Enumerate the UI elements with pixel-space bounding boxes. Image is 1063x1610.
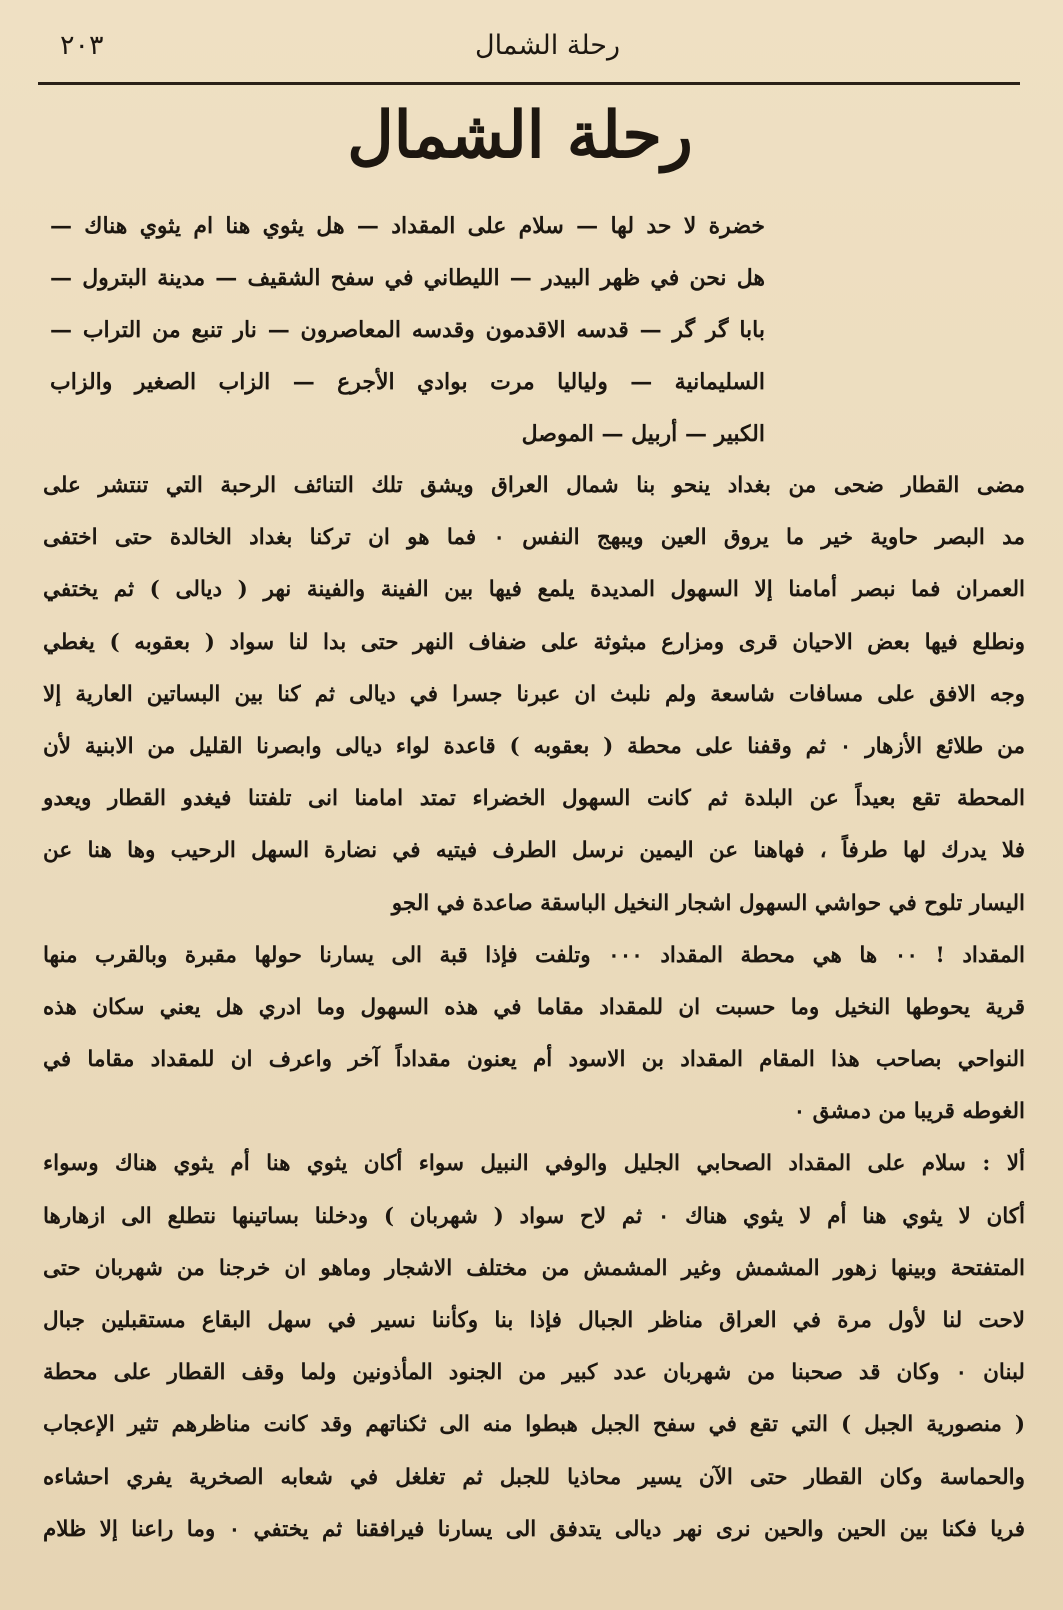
summary-line: السليمانية — ولياليا مرت بوادي الأجرع — الزاب الصغير والزاب — [50, 369, 765, 395]
body-line: مضى القطار ضحى من بغداد ينحو بنا شمال العراق ويشق تلك التنائف الرحبة التي تنتشر على — [43, 473, 1025, 498]
body-line: اليسار تلوح في حواشي السهول اشجار النخيل الباسقة صاعدة في الجو — [391, 890, 1025, 916]
body-line: المتفتحة وبينها زهور المشمش وغير المشمش من مختلف الاشجار وماهو ان خرجنا من شهربان حتى — [43, 1255, 1025, 1281]
body-line: مد البصر حاوية خير ما يروق العين ويبهج النفس ٠ فما هو ان تركنا بغداد الخالدة حتى اختفى — [43, 525, 1025, 551]
body-line: النواحي بصاحب هذا المقام المقداد بن الاسود أم يعنون مقداداً آخر واعرف ان للمقداد مقاما في — [43, 1047, 1025, 1073]
body-line: فلا يدرك لها طرفاً ، فهاهنا عن اليمين نرسل الطرف فيتيه في نضارة السهل الرحيب وها هنا عن — [43, 838, 1025, 864]
summary-line: هل نحن في ظهر البيدر — الليطاني في سفح الشقيف — مدينة البترول — — [50, 265, 765, 291]
body-line: لاحت لنا لأول مرة في العراق مناظر الجبال فإذا بنا وكأننا نسير في سهل البقاع مستقبلين جبال — [43, 1308, 1025, 1333]
body-line: العمران فما نبصر أمامنا إلا السهول المديدة يلمع فيها بين الفينة والفينة نهر ( ديالى ) ثم يختفي — [43, 577, 1025, 603]
body-line: قرية يحوطها النخيل وما حسبت ان للمقداد مقاما في هذه السهول وما ادري هل يعني سكان هذه — [43, 994, 1025, 1020]
page-number: ٢٠٣ — [60, 30, 104, 61]
running-head — [60, 28, 1015, 74]
chapter-title: رحلة الشمال — [347, 98, 693, 173]
body-line: من طلائع الأزهار ٠ ثم وقفنا على محطة ( بعقوبه ) قاعدة لواء ديالى وابصرنا القليل من الابنية لأن — [43, 733, 1025, 759]
body-text — [43, 460, 1025, 1556]
body-line: والحماسة وكان القطار حتى الآن يسير محاذيا للجبل ثم تغلغل في شعابه الصخرية يفري احشاءه — [43, 1464, 1025, 1490]
body-line: ونطلع فيها بعض الاحيان قرى ومزارع مبثوثة على ضفاف النهر حتى بدا لنا سواد ( بعقوبه ) يغطي — [43, 629, 1025, 655]
summary-line: خضرة لا حد لها — سلام على المقداد — هل يثوي هنا ام يثوي هناك — — [50, 213, 765, 239]
summary-line: بابا گر گر — قدسه الاقدمون وقدسه المعاصرون — نار تنبع من التراب — — [50, 317, 765, 343]
header-rule — [38, 82, 1020, 85]
body-line: المقداد ! ٠٠ ها هي محطة المقداد ٠٠٠ وتلفت فإذا قبة الى يسارنا حولها مقبرة وبالقرب منها — [43, 942, 1026, 968]
body-line: أكان لا يثوي هنا أم لا يثوي هناك ٠ ثم لاح سواد ( شهربان ) ودخلنا بساتينها نتطلع الى ازهارها — [43, 1203, 1026, 1229]
body-line: وجه الافق على مسافات شاسعة ولم نلبث ان عبرنا جسرا في ديالى ثم كنا بين البساتين العارية إلا — [43, 681, 1025, 707]
body-line: المحطة تقع بعيداً عن البلدة ثم كانت السهول الخضراء تمتد امامنا انى تلفتنا فيغدو القطار ويعدو — [43, 786, 1025, 812]
body-line: الغوطه قريبا من دمشق ٠ — [793, 1099, 1025, 1125]
body-line: ( منصورية الجبل ) التي تقع في سفح الجبل هبطوا منه الى ثكناتهم وقد كانت مناظرهم تثير الإعجاب — [43, 1412, 1025, 1438]
body-line: لبنان ٠ وكان قد صحبنا من شهربان عدد كبير من الجنود المأذونين ولما وقف القطار على محطة — [43, 1360, 1025, 1386]
body-line: ألا : سلام على المقداد الصحابي الجليل والوفي النبيل سواء أكان يثوي هنا أم يثوي هناك وسواء — [43, 1151, 1025, 1177]
summary-line: الكبير — أربيل — الموصل — [521, 421, 765, 447]
running-title: رحلة الشمال — [475, 30, 620, 61]
body-line: فريا فكنا بين الحين والحين نرى نهر ديالى يتدفق الى يسارنا فيرافقنا ثم يختفي ٠ وما راعنا إلا ظلام — [43, 1516, 1025, 1542]
chapter-summary — [50, 200, 765, 460]
